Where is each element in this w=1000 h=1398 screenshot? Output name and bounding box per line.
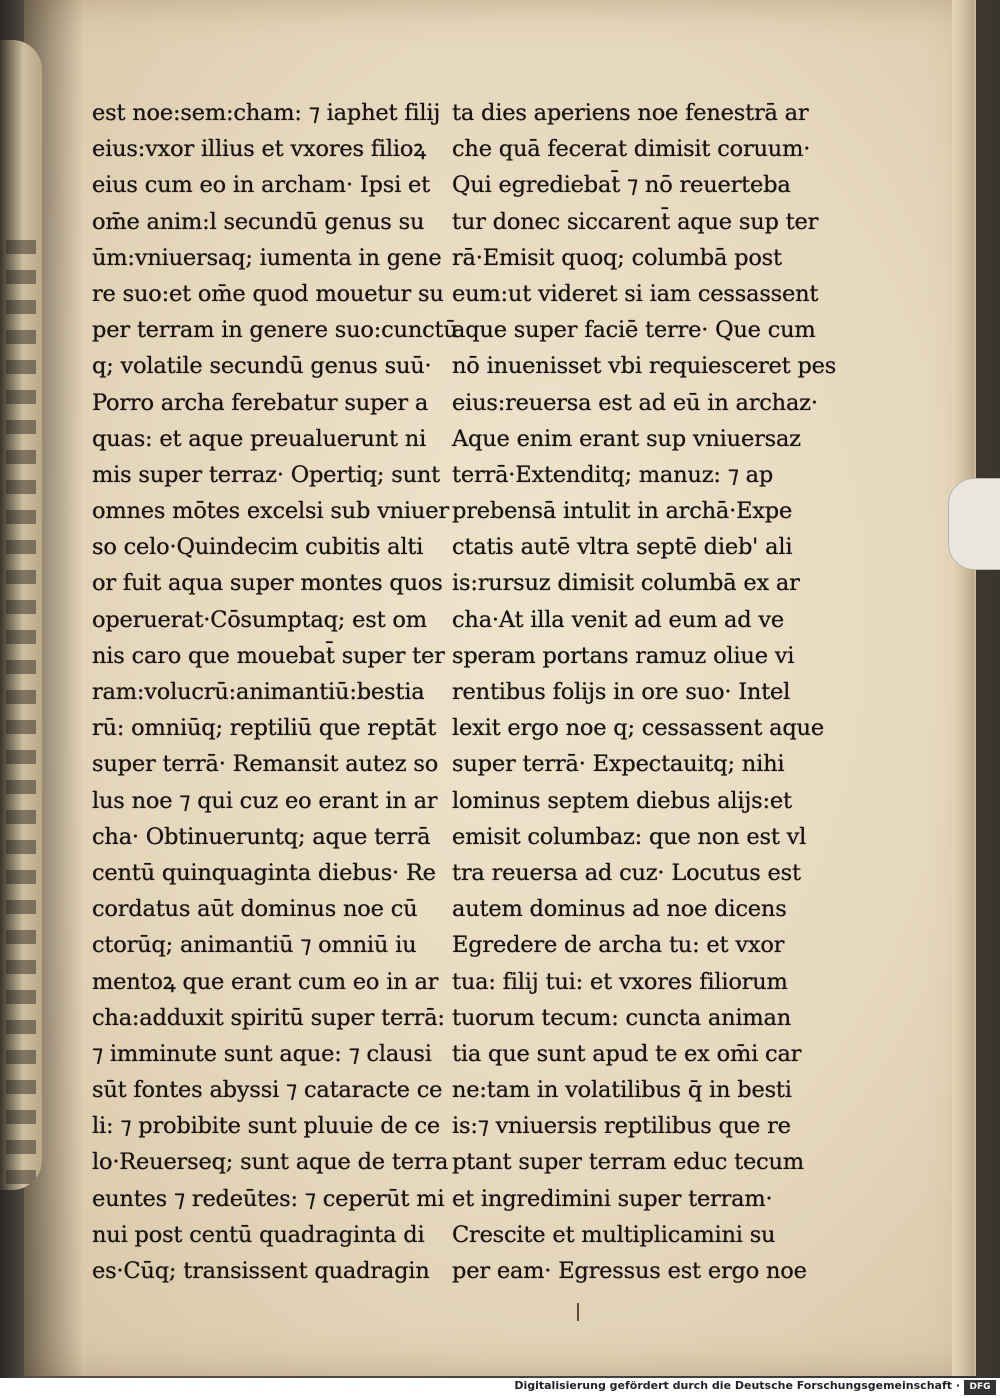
right-column-line: ta dies aperiens noe fenestrā ar (452, 100, 809, 126)
left-column-line: quas: et aque preualuerunt ni (92, 425, 427, 452)
right-column-line: terrā·Extenditq; manuz: ⁊ ap (452, 461, 774, 488)
left-column-line: li: ⁊ probibite sunt pluuie de ce (92, 1113, 441, 1140)
right-column-line: is:⁊ vniuersis reptilibus que re (452, 1113, 791, 1140)
right-column-line: tuorum tecum: cuncta animan (452, 1004, 792, 1031)
ink-mark (577, 1303, 579, 1321)
left-column-line: eius cum eo in archam· Ipsi et (92, 172, 430, 199)
left-column-line: lus noe ⁊ qui cuz eo erant in ar (92, 787, 438, 814)
right-column-line: Egredere de archa tu: et vxor (452, 932, 785, 959)
right-column-line: autem dominus ad noe dicens (452, 896, 787, 923)
right-column-line: ne:tam in volatilibus q̄ in besti (452, 1077, 792, 1104)
page-tab-marker (948, 478, 1000, 570)
left-column-line: omnes mōtes excelsi sub vniuer (92, 498, 449, 525)
right-column-line: super terrā· Expectauitq; nihi (452, 751, 785, 778)
left-column-line: re suo:et om̄e quod mouetur su (92, 280, 444, 307)
left-column-line: eius:vxor illius et vxores filioꝝ (92, 136, 427, 163)
right-column-line: Qui egrediebat̄ ⁊ nō reuerteba (452, 172, 791, 199)
right-column-line: emisit columbaz: que non est vl (452, 823, 807, 850)
left-column-line: ūm:vniuersaq; iumenta in gene (92, 244, 442, 271)
left-column-line: cha:adduxit spiritū super terrā: (92, 1004, 445, 1031)
right-column-line: lexit ergo noe q; cessassent aque (452, 715, 824, 742)
left-column-line: operuerat·Cōsumptaq; est om (92, 606, 427, 633)
right-column-line: cha·At illa venit ad eum ad ve (452, 606, 785, 633)
right-column-line: tra reuersa ad cuz· Locutus est (452, 859, 801, 886)
left-column-line: om̄e anim:l secundū genus su (92, 208, 425, 235)
right-column-line: che quā fecerat dimisit coruum· (452, 136, 811, 163)
left-column-line: nui post centū quadraginta di (92, 1221, 425, 1248)
right-column-line: Crescite et multiplicamini su (452, 1221, 776, 1248)
left-column-line: nis caro que mouebat̄ super ter (92, 642, 445, 669)
left-column-line: es·Cūq; transissent quadragin (92, 1258, 430, 1284)
previous-page-text-bleed (6, 240, 36, 1190)
right-column-line: tia que sunt apud te ex om̄i car (452, 1040, 802, 1067)
right-column-line: eius:reuersa est ad eū in archaz· (452, 389, 818, 416)
text-column-left (92, 95, 458, 1289)
left-column-line: centū quinquaginta diebus· Re (92, 859, 436, 886)
right-column-line: nō inuenisset vbi requiesceret pes (452, 353, 837, 380)
left-column-line: ctorūq; animantiū ⁊ omniū iu (92, 932, 417, 959)
left-column-line: or fuit aqua super montes quos (92, 570, 443, 597)
left-column-line: q; volatile secundū genus suū· (92, 353, 432, 380)
right-column-line: Aque enim erant sup vniuersaz (452, 425, 801, 452)
left-column-line: so celo·Quindecim cubitis alti (92, 534, 424, 561)
left-column-line: lo·Reuerseq; sunt aque de terra (92, 1149, 449, 1176)
left-column-line: super terrā· Remansit autez so (92, 751, 439, 778)
right-column-line: rā·Emisit quoq; columbā post (452, 244, 782, 271)
left-column-line: cha· Obtinueruntq; aque terrā (92, 823, 431, 850)
right-column-line: lominus septem diebus alijs:et (452, 787, 792, 814)
right-column-line: et ingredimini super terram· (452, 1185, 773, 1212)
left-column-line: mis super terraz· Opertiq; sunt (92, 461, 440, 488)
text-column-right (452, 95, 837, 1289)
right-column-line: speram portans ramuz oliue vi (452, 642, 795, 669)
right-column-line: ptant super terram educ tecum (452, 1149, 804, 1176)
left-column-line: per terram in genere suo:cunctū (92, 317, 458, 344)
right-column-line: per eam· Egressus est ergo noe (452, 1258, 807, 1284)
right-column-line: prebensā intulit in archā·Expe (452, 498, 793, 525)
left-column-line: Porro archa ferebatur super a (92, 389, 429, 416)
left-column-line: cordatus aūt dominus noe cū (92, 896, 418, 923)
left-column-line: sūt fontes abyssi ⁊ cataracte ce (92, 1077, 443, 1104)
right-column-line: aque super faciē terre· Que cum (452, 317, 816, 344)
left-column-line: ⁊ imminute sunt aque: ⁊ clausi (92, 1040, 432, 1067)
dfg-logo: DFG (964, 1380, 996, 1395)
right-column-line: ctatis autē vltra septē dieb' ali (452, 534, 793, 561)
right-column-line: tur donec siccarent̄ aque sup ter (452, 208, 819, 235)
right-column-line: eum:ut videret si iam cessassent (452, 280, 819, 307)
previous-page-edge (0, 40, 42, 1190)
page-edge (952, 0, 974, 1376)
left-column-line: ram:volucrū:animantiū:bestia (92, 679, 425, 705)
funding-credit: Digitalisierung gefördert durch die Deutsche Forschungsgemeinschaft · (514, 1379, 960, 1392)
right-column-line: tua: filij tui: et vxores filiorum (452, 968, 788, 995)
left-column-line: mentoꝝ que erant cum eo in ar (92, 968, 439, 995)
left-column-line: est noe:sem:cham: ⁊ iaphet filij (92, 100, 441, 126)
left-column-line: rū: omniūq; reptiliū que reptāt (92, 715, 437, 742)
left-column-line: euntes ⁊ redeūtes: ⁊ ceperūt mi (92, 1185, 445, 1212)
right-column-line: is:rursuz dimisit columbā ex ar (452, 570, 800, 597)
right-column-line: rentibus folijs in ore suo· Intel (452, 679, 791, 705)
